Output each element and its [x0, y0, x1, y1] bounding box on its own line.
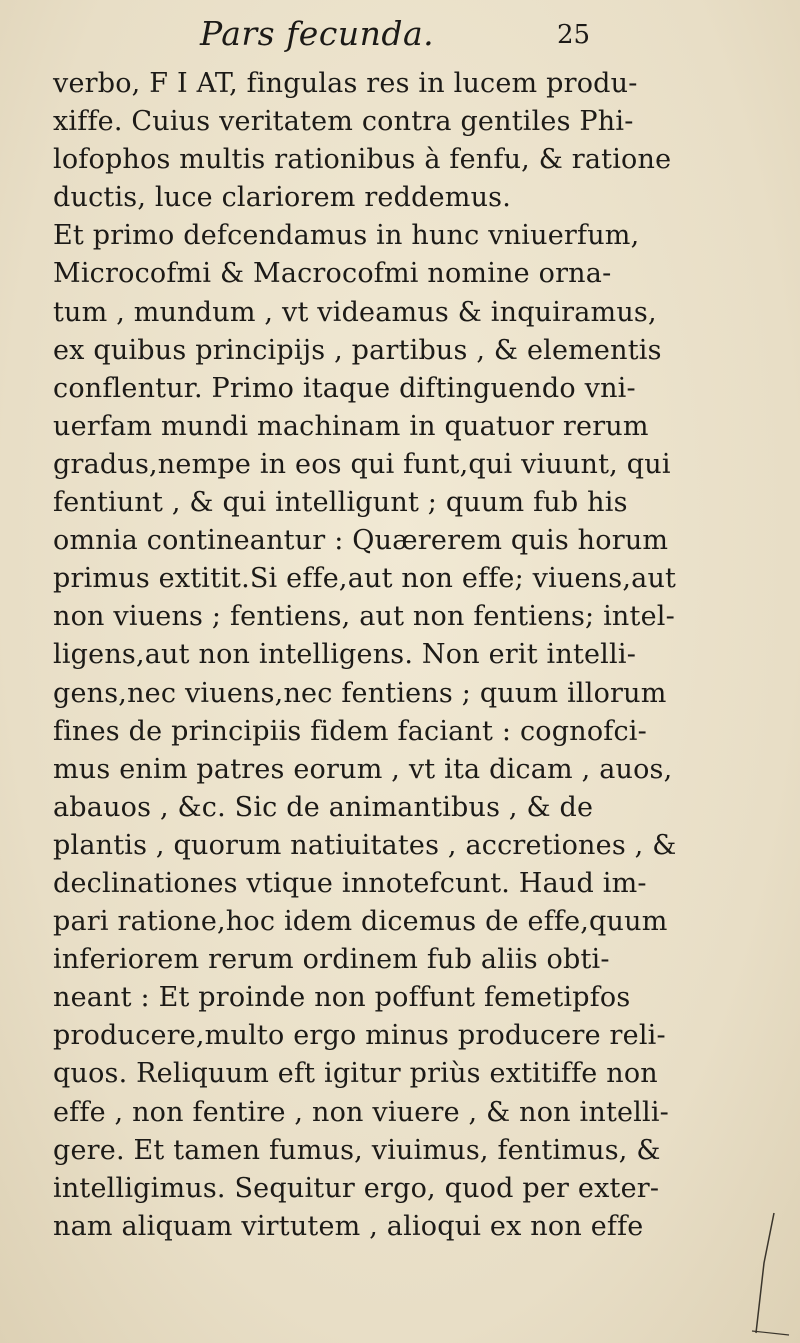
text-line: conflentur. Primo itaque diftinguendo vni-: [53, 372, 636, 404]
text-line: verbo, F I AT, fingulas res in lucem produ-: [53, 68, 638, 99]
text-line: fentiunt , & qui intelligunt ; quum fub his: [53, 487, 628, 519]
text-line: plantis , quorum natiuitates , accretiones , &: [53, 829, 677, 861]
text-line: xiffe. Cuius veritatem contra gentiles Phi-: [53, 106, 634, 138]
text-line: declinationes vtique innotefcunt. Haud im-: [53, 867, 647, 899]
text-line: omnia contineantur : Quærerem quis horum: [53, 525, 669, 557]
text-line: intelligimus. Sequitur ergo, quod per exter-: [53, 1172, 660, 1204]
running-head: Pars fecunda.: [200, 14, 435, 53]
text-line: gere. Et tamen fumus, viuimus, fentimus, &: [53, 1134, 661, 1166]
text-line: primus extitit.Si effe,aut non effe; viuens,aut: [53, 563, 677, 595]
page-header: [0, 14, 800, 64]
text-line: ex quibus principijs , partibus , & elementis: [53, 334, 662, 366]
text-line: producere,multo ergo minus producere reli-: [53, 1020, 666, 1052]
text-line: lofophos multis rationibus à fenfu, & ratione: [53, 144, 672, 176]
text-line: gens,nec viuens,nec fentiens ; quum illorum: [53, 677, 667, 709]
text-line: ligens,aut non intelligens. Non erit intelli-: [53, 639, 637, 671]
text-line: fines de principiis fidem faciant : cognofci-: [53, 715, 647, 747]
text-line: ductis, luce clariorem reddemus.: [53, 182, 511, 214]
text-line: mus enim patres eorum , vt ita dicam , auos,: [53, 753, 673, 785]
text-line: non viuens ; fentiens, aut non fentiens; intel-: [53, 601, 675, 633]
text-line: quos. Reliquum eft igitur priùs extitiffe non: [53, 1058, 658, 1090]
text-line: abauos , &c. Sic de animantibus , & de: [53, 791, 594, 823]
text-line: inferiorem rerum ordinem fub aliis obti-: [53, 944, 610, 976]
text-line: effe , non fentire , non viuere , & non intelli-: [53, 1096, 670, 1128]
text-line: Microcofmi & Macrocofmi nomine orna-: [53, 258, 612, 290]
text-line: gradus,nempe in eos qui funt,qui viuunt, qui: [53, 448, 671, 480]
text-line: tum , mundum , vt videamus & inquiramus,: [53, 296, 657, 328]
text-line: nam aliquam virtutem , alioqui ex non effe: [53, 1210, 644, 1242]
body-text: [53, 65, 753, 1246]
text-line: neant : Et proinde non poffunt femetipfos: [53, 982, 631, 1014]
margin-pen-mark: [734, 1203, 794, 1343]
text-line: uerfam mundi machinam in quatuor rerum: [53, 410, 649, 442]
page-number: 25: [557, 20, 591, 50]
text-line: pari ratione,hoc idem dicemus de effe,quum: [53, 906, 668, 938]
text-line: Et primo defcendamus in hunc vniuerfum,: [53, 220, 640, 252]
